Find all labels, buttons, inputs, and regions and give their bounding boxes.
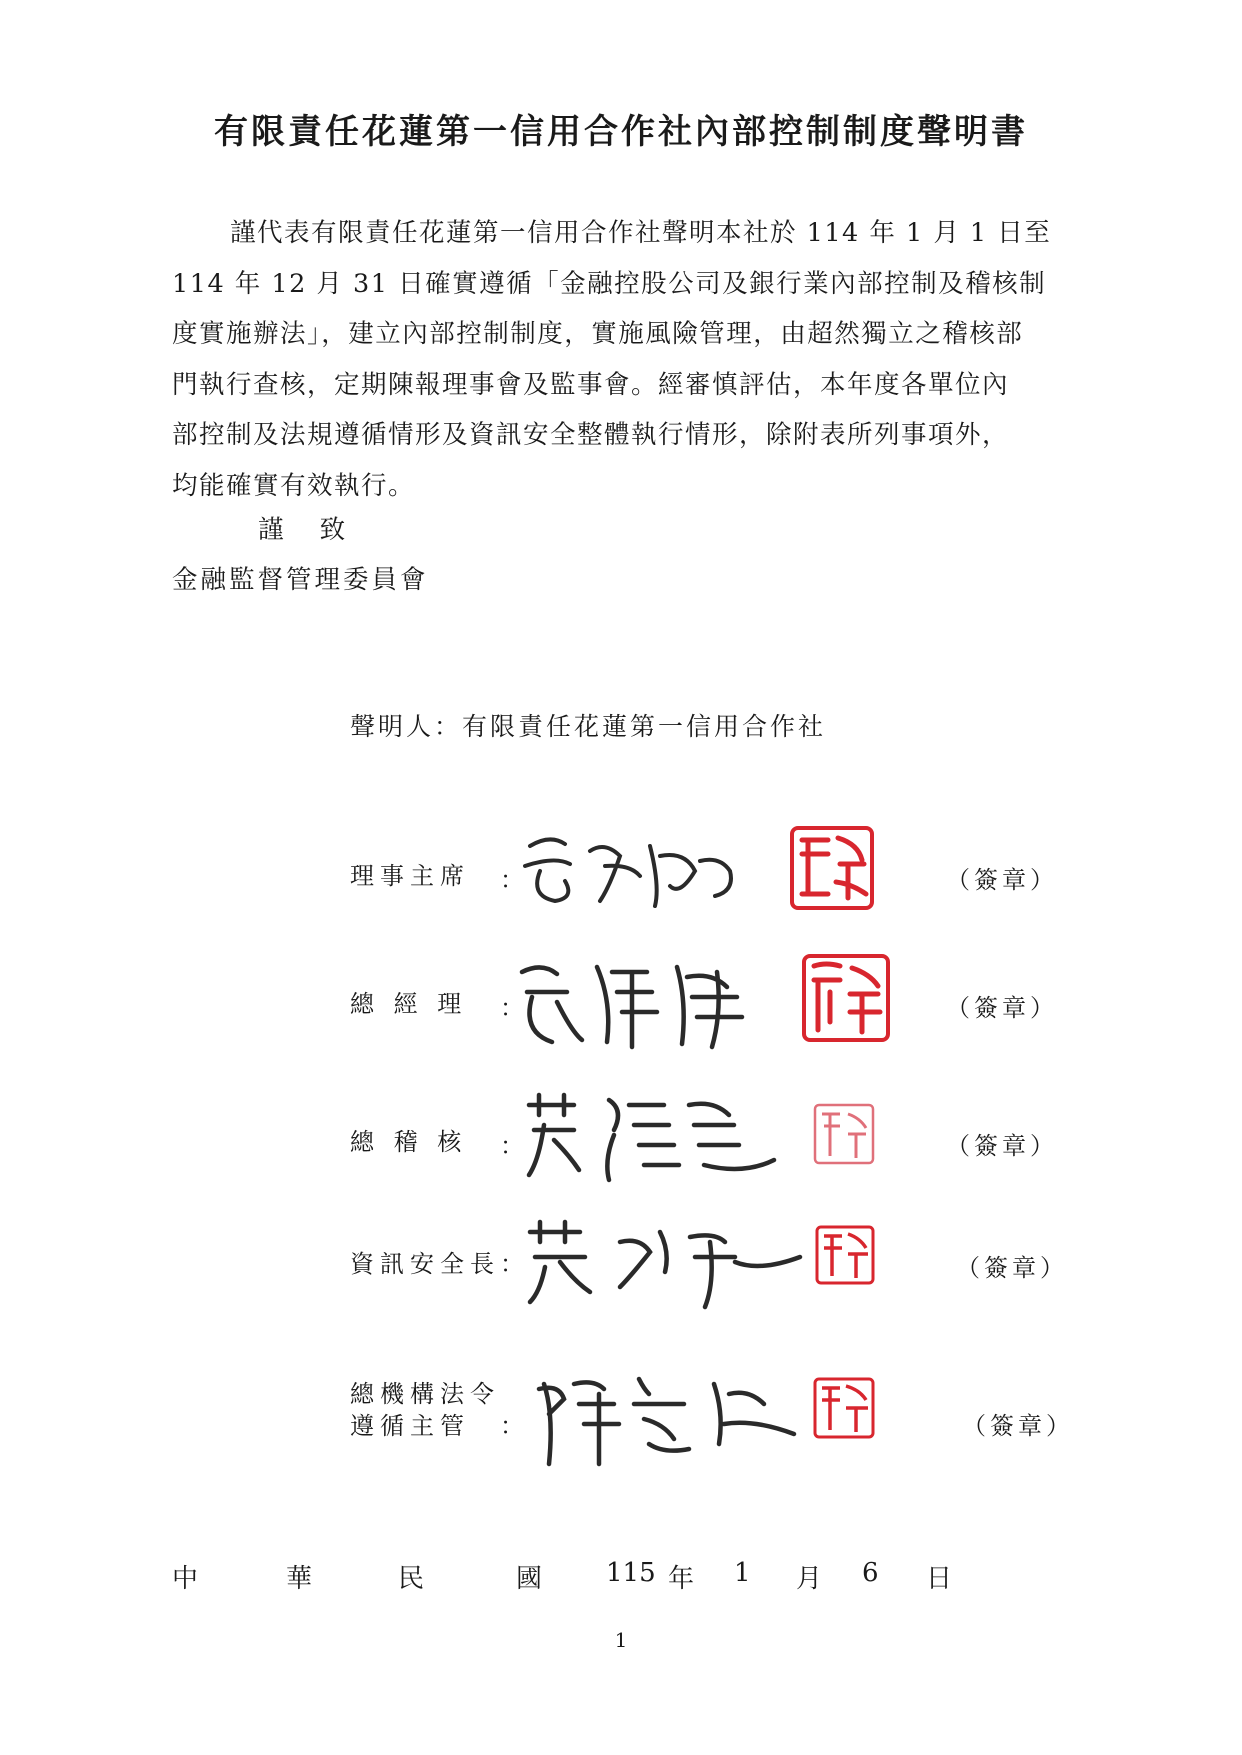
seal-label: （簽章） — [946, 994, 1058, 1022]
statement-body — [172, 208, 1074, 511]
red-seal-stamp — [812, 1376, 876, 1440]
date-char: 華 — [286, 1564, 313, 1594]
signatory-role: 理事主席 — [350, 862, 470, 890]
seal-label: （簽章） — [946, 1132, 1058, 1160]
closing-phrase: 謹 致 — [258, 515, 360, 545]
red-seal-stamp — [788, 824, 876, 912]
document-title: 有限責任花蓮第一信用合作社內部控制制度聲明書 — [214, 112, 1028, 152]
handwritten-signature — [520, 1212, 820, 1312]
signatory-role-line: 總機構法令 — [350, 1380, 500, 1408]
seal-label: （簽章） — [956, 1254, 1068, 1282]
handwritten-signature — [524, 1364, 814, 1474]
date-year-unit: 年 — [668, 1564, 695, 1594]
red-seal-stamp — [814, 1224, 876, 1286]
date-char: 國 — [516, 1564, 543, 1594]
body-line: 部控制及法規遵循情形及資訊安全整體執行情形，除附表所列事項外， — [172, 420, 1010, 450]
date-year: 115 — [606, 1558, 656, 1588]
signatory-role: 總 經 理 — [350, 990, 468, 1018]
handwritten-signature — [512, 952, 802, 1052]
signatory-colon: ： — [500, 866, 524, 894]
red-seal-stamp — [800, 952, 892, 1044]
handwritten-signature — [510, 826, 760, 916]
date-day-unit: 日 — [926, 1564, 953, 1594]
red-seal-stamp — [812, 1102, 876, 1166]
body-line: 度實施辦法」，建立內部控制制度，實施風險管理，由超然獨立之稽核部 — [172, 319, 1024, 349]
body-line: 114 年 12 月 31 日確實遵循「金融控股公司及銀行業內部控制及稽核制 — [172, 268, 1047, 299]
signatory-colon: ： — [500, 994, 524, 1022]
signatory-role: 資訊安全長： — [350, 1250, 530, 1278]
handwritten-signature — [514, 1080, 814, 1190]
signatory-colon: ： — [500, 1412, 524, 1440]
seal-label: （簽章） — [946, 866, 1058, 894]
signatory-colon: ： — [500, 1132, 524, 1160]
signatory-role — [350, 1378, 500, 1443]
body-line: 謹代表有限責任花蓮第一信用合作社聲明本社於 114 年 1 月 1 日至 — [230, 218, 1052, 248]
signatory-role: 總 稽 核 — [350, 1128, 468, 1156]
date-month: 1 — [734, 1558, 751, 1588]
date-char: 中 — [172, 1564, 199, 1594]
recipient: 金融監督管理委員會 — [172, 565, 429, 595]
date-char: 民 — [398, 1564, 425, 1594]
signatory-role-line: 遵循主管 — [350, 1412, 470, 1441]
date-day: 6 — [862, 1558, 879, 1588]
body-line: 門執行查核，定期陳報理事會及監事會。經審慎評估，本年度各單位內 — [172, 369, 1010, 400]
body-line: 均能確實有效執行。 — [172, 470, 416, 501]
declarant: 聲明人：有限責任花蓮第一信用合作社 — [350, 712, 827, 741]
page-number: 1 — [614, 1628, 628, 1652]
date-month-unit: 月 — [796, 1564, 823, 1594]
seal-label: （簽章） — [962, 1412, 1074, 1440]
